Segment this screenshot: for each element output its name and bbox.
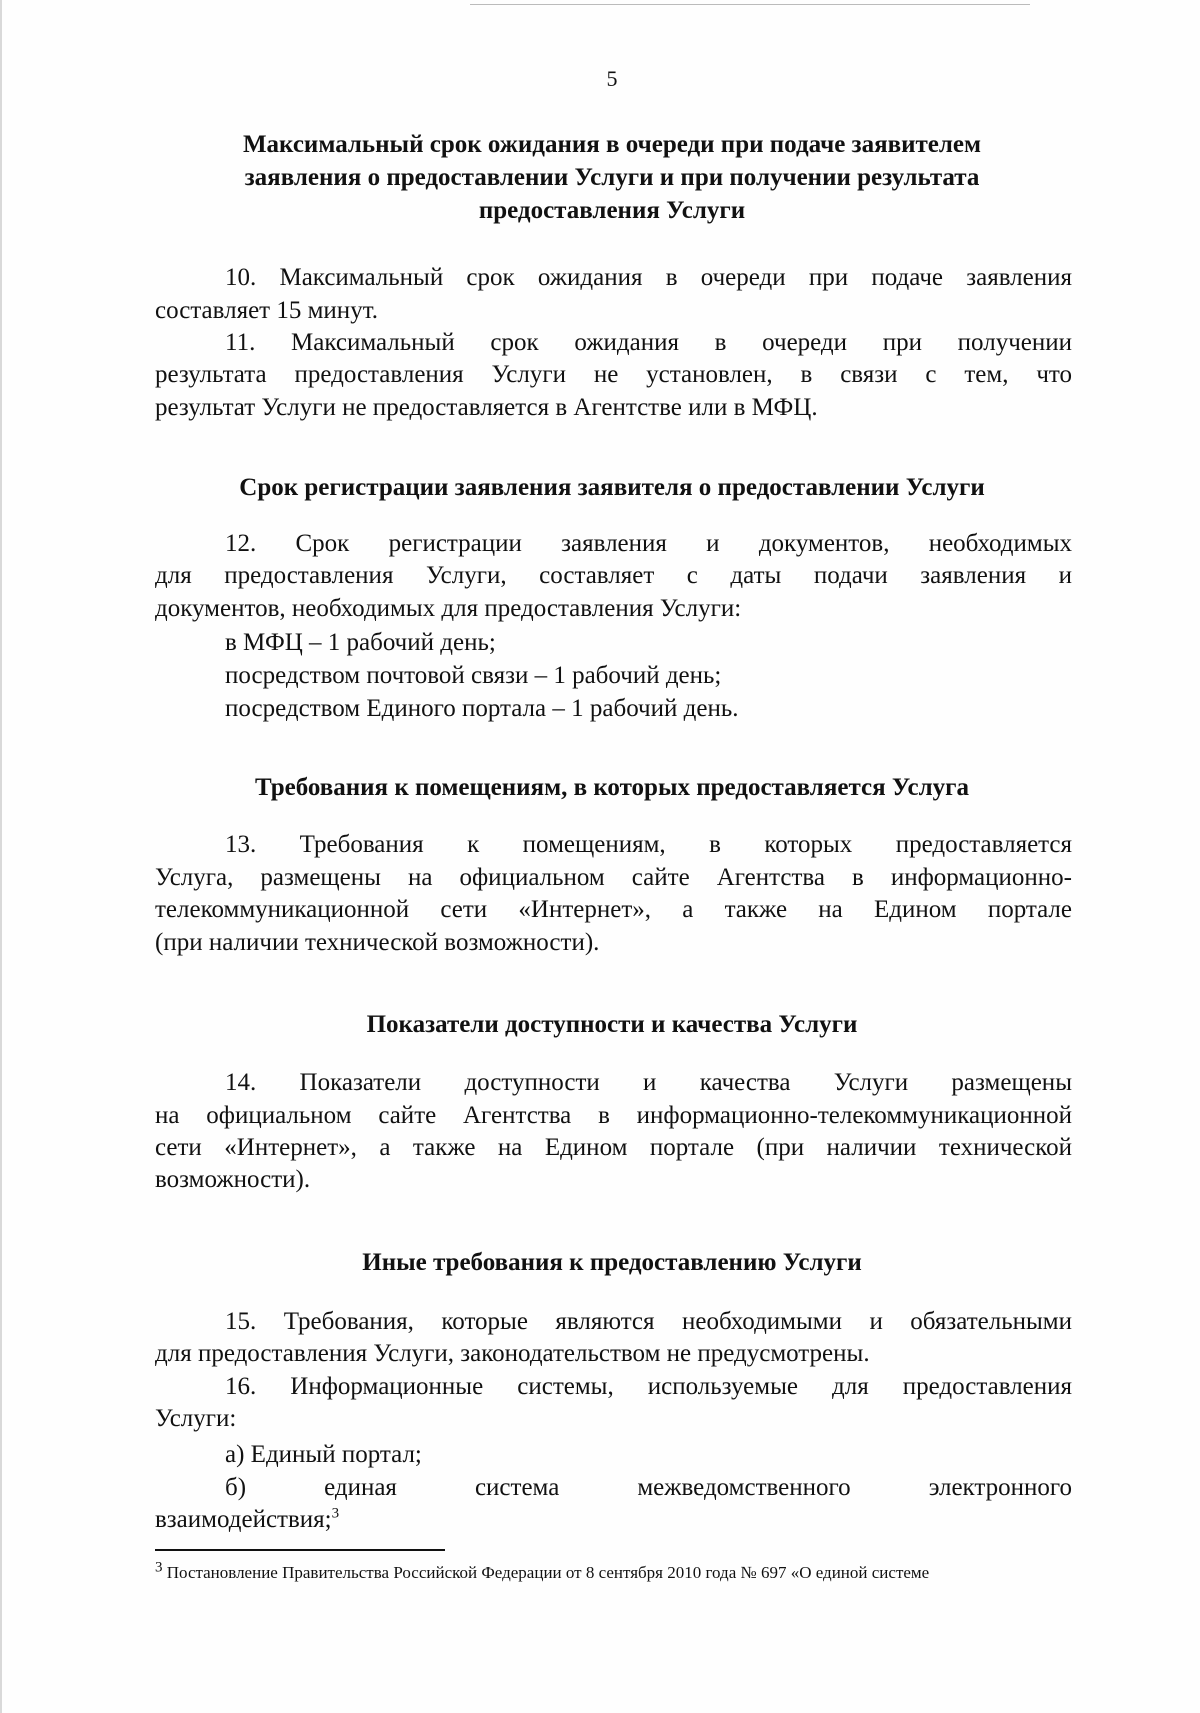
paragraph-line: документов, необходимых для предоставления Услуги: <box>155 595 742 622</box>
paragraph-line: а) Единый портал; <box>225 1441 422 1468</box>
section-heading-queue-time <box>150 128 1074 227</box>
paragraph-line: результат Услуги не предоставляется в Агентстве или в МФЦ. <box>155 394 818 421</box>
scan-edge <box>0 0 2 1713</box>
page-number: 5 <box>606 66 618 91</box>
paragraph-line: 12. Срок регистрации заявления и документов, необходимых <box>225 530 1072 557</box>
paragraph-line: Услуги: <box>155 1405 237 1432</box>
section-heading-premises: Требования к помещениям, в которых предоставляется Услуга <box>254 774 970 801</box>
footnote-mark: 3 <box>155 1559 163 1576</box>
paragraph-line: 16. Информационные системы, используемые для предоставления <box>225 1373 1072 1400</box>
paragraph-line: телекоммуникационной сети «Интернет», а также на Едином портале <box>155 896 1072 923</box>
paragraph-line: для предоставления Услуги, законодательством не предусмотрены. <box>155 1340 870 1367</box>
heading-line: заявления о предоставлении Услуги и при получении результата <box>244 164 980 191</box>
paragraph-line: 14. Показатели доступности и качества Услуги размещены <box>225 1069 1072 1096</box>
paragraph-line: (при наличии технической возможности). <box>155 929 600 956</box>
paragraph-line: посредством почтовой связи – 1 рабочий день; <box>225 662 722 689</box>
heading-line: Максимальный срок ожидания в очереди при подаче заявителем <box>242 131 982 158</box>
paragraph-line: составляет 15 минут. <box>155 297 378 324</box>
paragraph-line: возможности). <box>155 1166 311 1193</box>
paragraph-line: на официальном сайте Агентства в информационно-телекоммуникационной <box>155 1102 1072 1129</box>
paragraph-line-with-footnote <box>155 1505 1072 1535</box>
line-text: взаимодействия; <box>155 1506 332 1533</box>
paragraph-line: Услуга, размещены на официальном сайте Агентства в информационно- <box>155 864 1072 891</box>
paragraph-line: 13. Требования к помещениям, в которых предоставляется <box>225 831 1072 858</box>
heading-line: предоставления Услуги <box>478 197 746 224</box>
paragraph-line: 10. Максимальный срок ожидания в очереди при подаче заявления <box>225 264 1072 291</box>
footnote-reference[interactable]: 3 <box>331 1505 340 1522</box>
footnote-text: Постановление Правительства Российской Федерации от 8 сентября 2010 года № 697 «О единой системе <box>166 1563 930 1582</box>
paragraph-line: б) единая система межведомственного электронного <box>225 1474 1072 1501</box>
paragraph-line: 11. Максимальный срок ожидания в очереди при получении <box>225 329 1072 356</box>
paragraph-line: посредством Единого портала – 1 рабочий день. <box>225 695 739 722</box>
section-heading-registration: Срок регистрации заявления заявителя о предоставлении Услуги <box>239 474 985 501</box>
paragraph-line: 15. Требования, которые являются необходимыми и обязательными <box>225 1308 1072 1335</box>
scan-artifact <box>470 4 1030 5</box>
paragraph-line: сети «Интернет», а также на Едином портале (при наличии технической <box>155 1134 1072 1161</box>
paragraph-line: в МФЦ – 1 рабочий день; <box>225 629 496 656</box>
paragraph-line: результата предоставления Услуги не установлен, в связи с тем, что <box>155 361 1072 388</box>
section-heading-other: Иные требования к предоставлению Услуги <box>362 1249 862 1276</box>
footnote <box>155 1559 1085 1584</box>
footnote-separator <box>155 1549 445 1551</box>
paragraph-line: для предоставления Услуги, составляет с даты подачи заявления и <box>155 562 1072 589</box>
section-heading-quality: Показатели доступности и качества Услуги <box>366 1011 858 1038</box>
